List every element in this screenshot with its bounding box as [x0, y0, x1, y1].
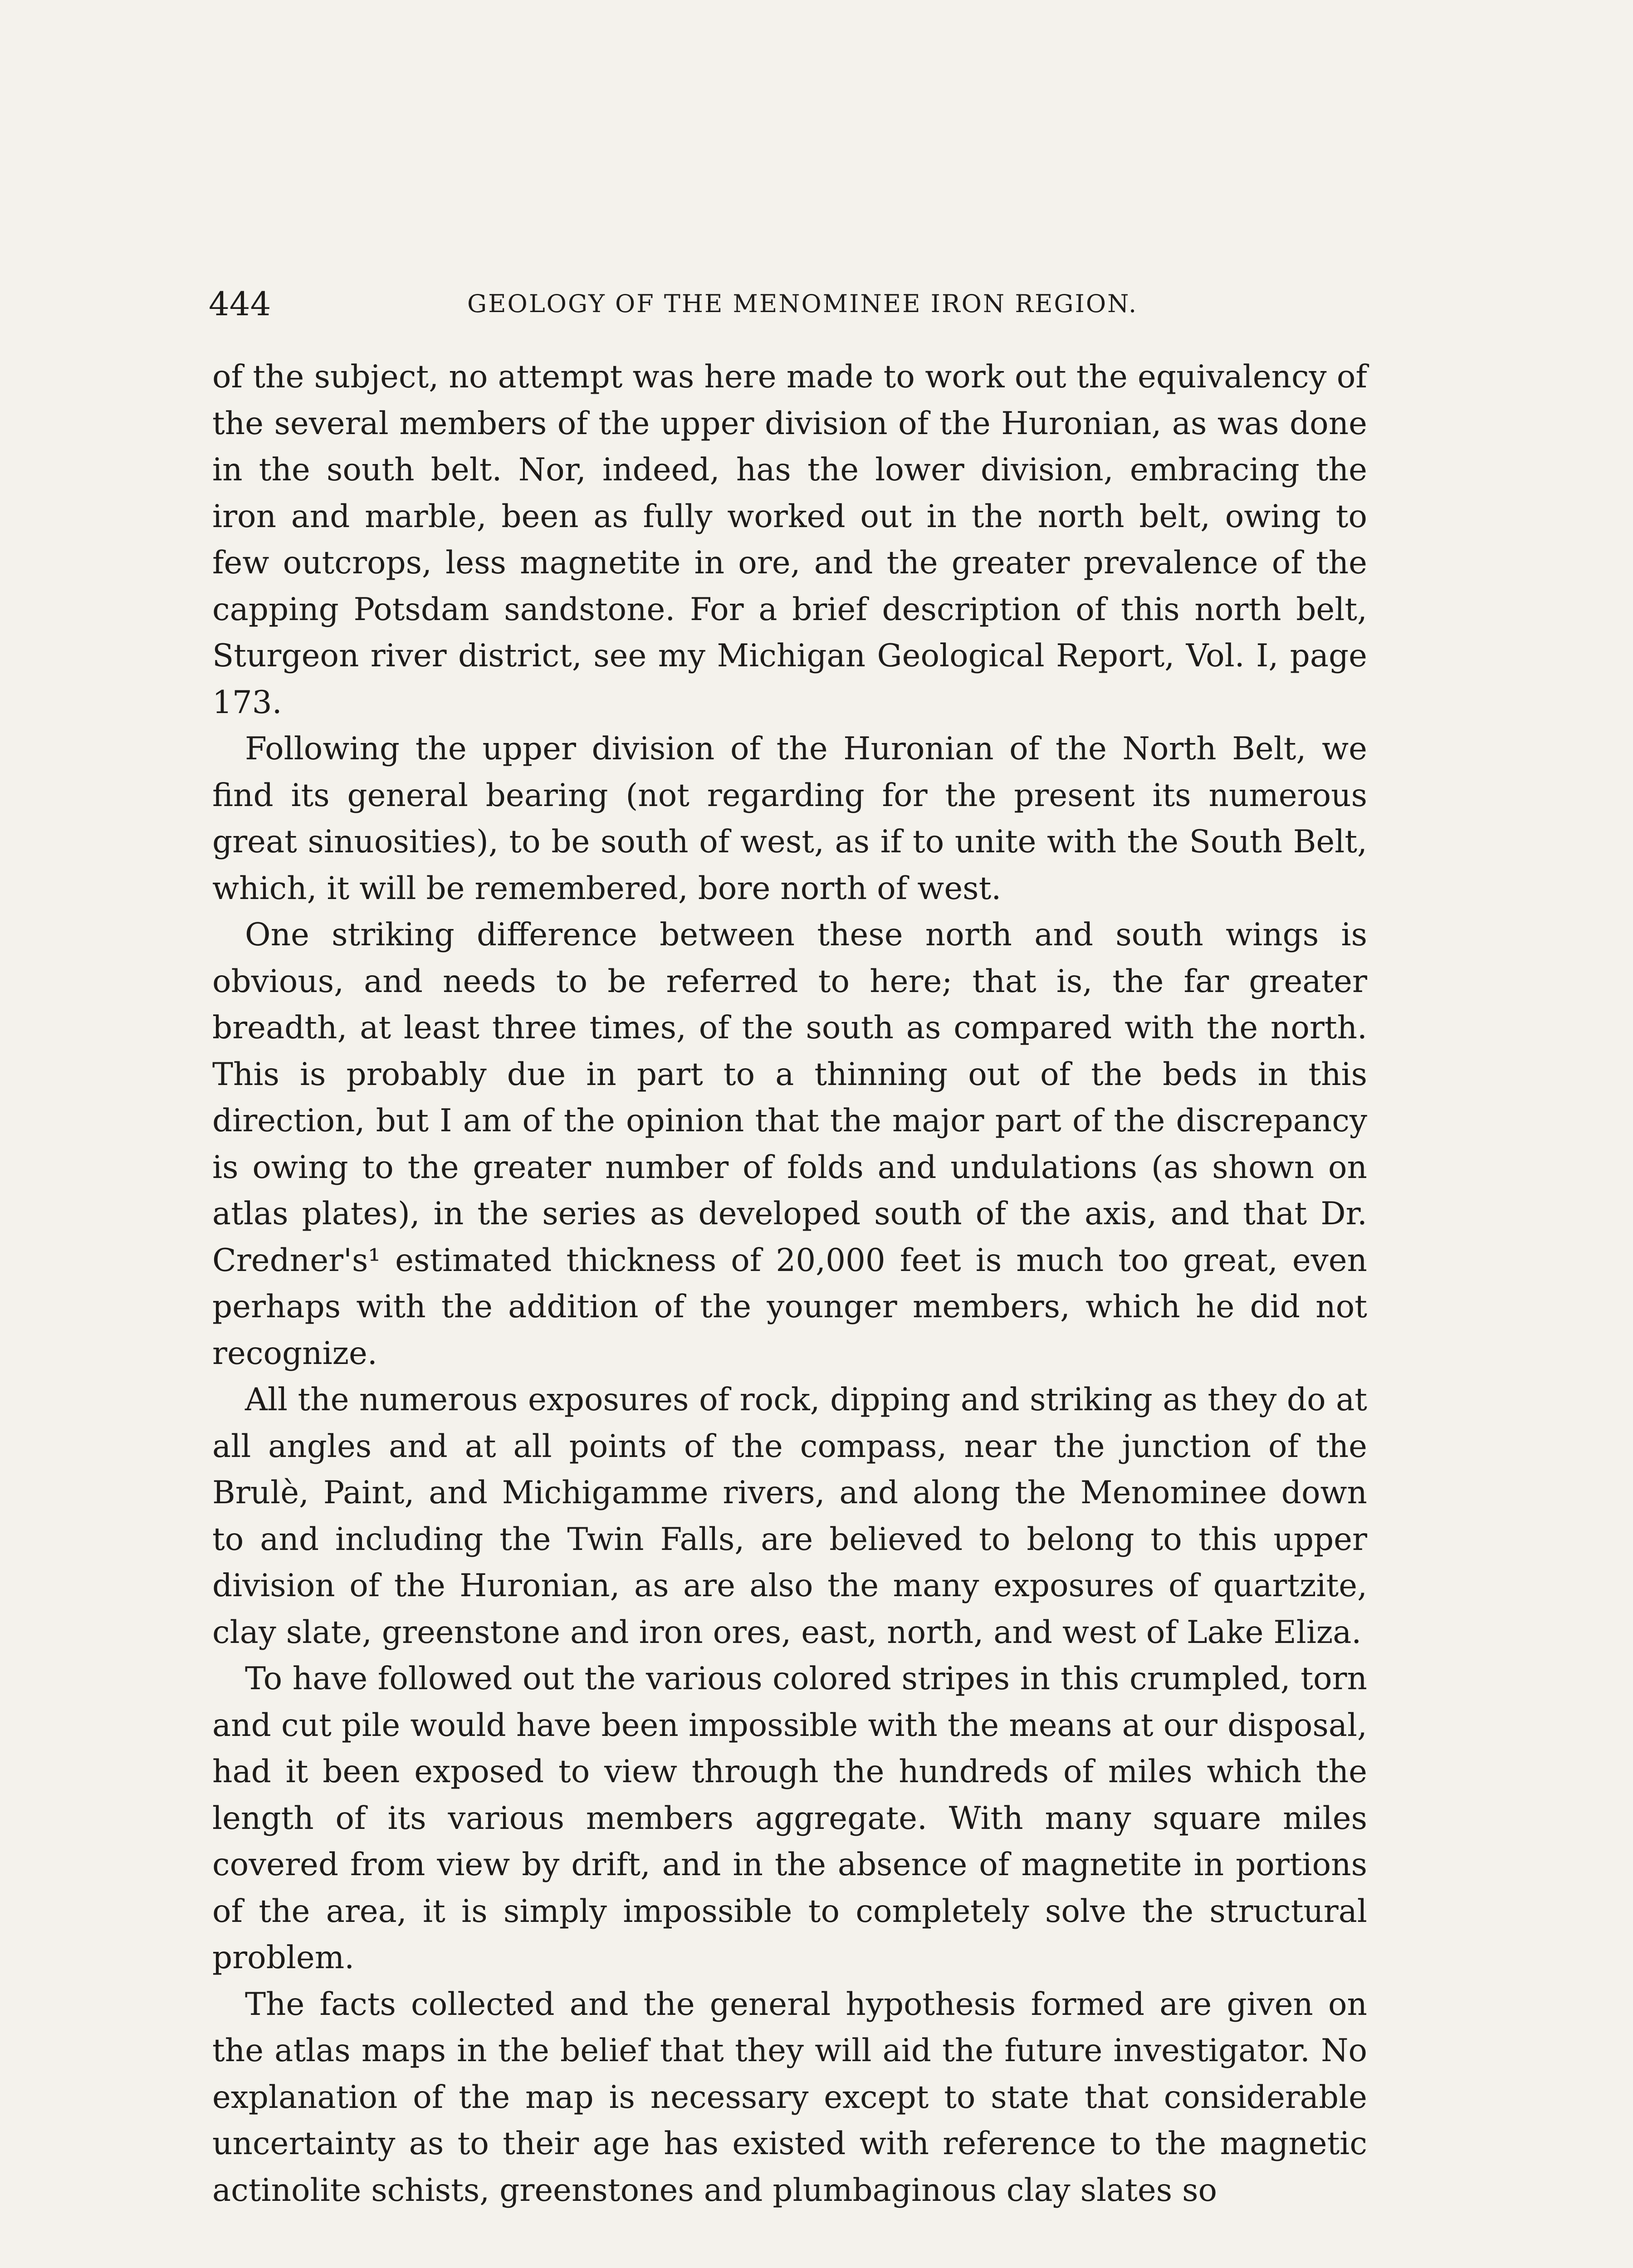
paragraph-4: All the numerous exposures of rock, dipping and striking as they do at all angles and at all points of the compass, near the junction of the Brulè, Paint, and Michigamme rivers, and along the Menominee down to and including the Twin Falls, are believed to belong to this upper division of the Huronian, as are also the many exposures of quartzite, clay slate, greenstone and iron ores, east, north, and west of Lake Eliza.: [212, 1382, 1367, 1651]
paragraph-1: of the subject, no attempt was here made to work out the equivalency of the several members of the upper division of the Huronian, as was done in the south belt. Nor, indeed, has the lower division, embracing the iron and marble, been as fully worked out in the north belt, owing to few outcrops, less magnetite in ore, and the greater prevalence of the capping Potsdam sandstone. For a brief description of this north belt, Sturgeon river district, see my Michigan Geological Report, Vol. I, page 173.: [212, 359, 1367, 721]
body-text: [212, 354, 1367, 2214]
paragraph-2: Following the upper division of the Huronian of the North Belt, we find its general bearing (not regarding for the present its numerous great sinuosities), to be south of west, as if to unite with the South Belt, which, it will be remembered, bore north of west.: [212, 731, 1367, 907]
page-header: [209, 281, 1370, 327]
paragraph-6: The facts collected and the general hypothesis formed are given on the atlas maps in the belief that they will aid the future investigator. No explanation of the map is necessary except to state that considerable uncertainty as to their age has existed with reference to the magnetic actinolite schists, greenstones and plumbaginous clay slates so: [212, 1986, 1367, 2209]
page-number: 444: [209, 285, 271, 323]
running-head: GEOLOGY OF THE MENOMINEE IRON REGION.: [467, 289, 1138, 318]
paragraph-5: To have followed out the various colored stripes in this crumpled, torn and cut pile would have been impossible with the means at our disposal, had it been exposed to view through the hundreds of miles which the length of its various members aggregate. With many square miles covered from view by drift, and in the absence of magnetite in portions of the area, it is simply impossible to completely solve the structural problem.: [212, 1661, 1367, 1976]
paragraph-3: One striking difference between these north and south wings is obvious, and needs to be referred to here; that is, the far greater breadth, at least three times, of the south as compared with the north. This is probably due in part to a thinning out of the beds in this direction, but I am of the opinion that the major part of the discrepancy is owing to the greater number of folds and undulations (as shown on atlas plates), in the series as developed south of the axis, and that Dr. Credner's¹ estimated thickness of 20,000 feet is much too great, even perhaps with the addition of the younger members, which he did not recognize.: [212, 917, 1367, 1372]
